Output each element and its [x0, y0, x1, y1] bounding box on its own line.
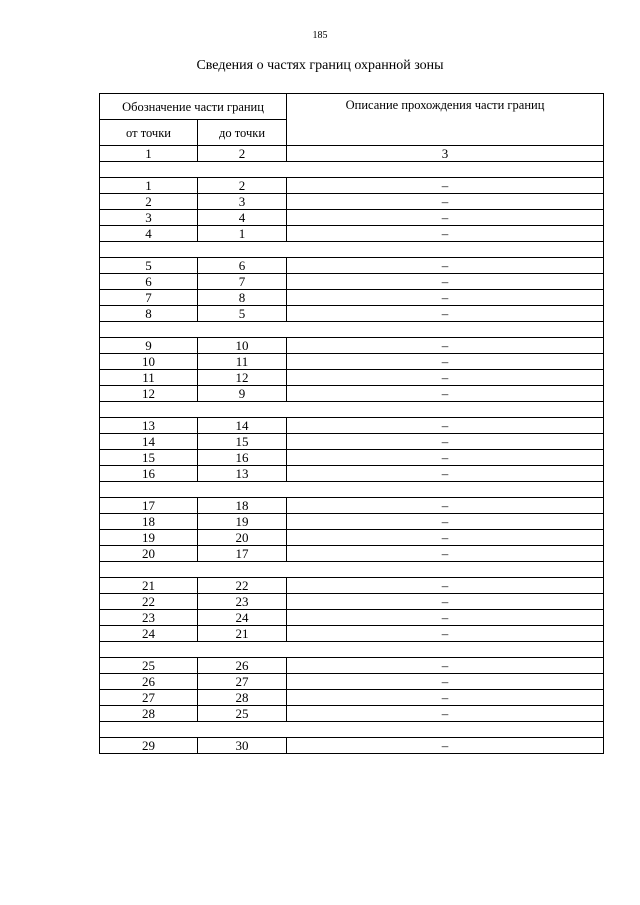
- group-separator-cell: [100, 322, 604, 338]
- from-point-cell: 17: [100, 498, 198, 514]
- group-separator-row: [100, 722, 604, 738]
- description-cell: –: [287, 210, 604, 226]
- table-row: [100, 626, 604, 642]
- description-column-number: 3: [287, 146, 604, 162]
- description-cell: –: [287, 514, 604, 530]
- table-row: [100, 546, 604, 562]
- to-column-number: 2: [198, 146, 287, 162]
- from-point-cell: 21: [100, 578, 198, 594]
- table-header: [100, 94, 604, 146]
- to-point-cell: 13: [198, 466, 287, 482]
- description-cell: –: [287, 578, 604, 594]
- table-row: [100, 530, 604, 546]
- description-cell: –: [287, 418, 604, 434]
- table-row: [100, 258, 604, 274]
- to-point-cell: 3: [198, 194, 287, 210]
- from-point-cell: 25: [100, 658, 198, 674]
- description-cell: –: [287, 290, 604, 306]
- from-point-cell: 23: [100, 610, 198, 626]
- to-point-cell: 1: [198, 226, 287, 242]
- to-point-cell: 21: [198, 626, 287, 642]
- description-cell: –: [287, 546, 604, 562]
- from-point-cell: 28: [100, 706, 198, 722]
- table-row: [100, 386, 604, 402]
- group-separator-row: [100, 322, 604, 338]
- description-cell: –: [287, 594, 604, 610]
- description-cell: –: [287, 386, 604, 402]
- description-cell: –: [287, 306, 604, 322]
- table-row: [100, 674, 604, 690]
- table-body: [100, 146, 604, 754]
- boundary-table: [99, 93, 604, 754]
- description-cell: –: [287, 498, 604, 514]
- header-boundary-part: Обозначение части границ: [100, 94, 287, 120]
- table-row: [100, 418, 604, 434]
- description-cell: –: [287, 450, 604, 466]
- from-point-cell: 11: [100, 370, 198, 386]
- from-point-cell: 14: [100, 434, 198, 450]
- table-row: [100, 194, 604, 210]
- description-cell: –: [287, 738, 604, 754]
- table-row: [100, 290, 604, 306]
- to-point-cell: 4: [198, 210, 287, 226]
- from-point-cell: 24: [100, 626, 198, 642]
- group-separator-row: [100, 562, 604, 578]
- table-row: [100, 370, 604, 386]
- description-cell: –: [287, 690, 604, 706]
- group-separator-cell: [100, 162, 604, 178]
- to-point-cell: 27: [198, 674, 287, 690]
- to-point-cell: 5: [198, 306, 287, 322]
- from-point-cell: 18: [100, 514, 198, 530]
- from-point-cell: 16: [100, 466, 198, 482]
- to-point-cell: 9: [198, 386, 287, 402]
- to-point-cell: 8: [198, 290, 287, 306]
- group-separator-row: [100, 642, 604, 658]
- description-cell: –: [287, 338, 604, 354]
- header-from-point: от точки: [100, 120, 198, 146]
- from-point-cell: 15: [100, 450, 198, 466]
- table-row: [100, 178, 604, 194]
- from-point-cell: 22: [100, 594, 198, 610]
- group-separator-row: [100, 242, 604, 258]
- table-row: [100, 434, 604, 450]
- from-column-number: 1: [100, 146, 198, 162]
- from-point-cell: 9: [100, 338, 198, 354]
- header-description: Описание прохождения части границ: [287, 94, 604, 146]
- table-row: [100, 610, 604, 626]
- from-point-cell: 3: [100, 210, 198, 226]
- table-row: [100, 338, 604, 354]
- from-point-cell: 1: [100, 178, 198, 194]
- description-cell: –: [287, 706, 604, 722]
- group-separator-cell: [100, 402, 604, 418]
- group-separator-row: [100, 162, 604, 178]
- description-cell: –: [287, 226, 604, 242]
- from-point-cell: 7: [100, 290, 198, 306]
- to-point-cell: 12: [198, 370, 287, 386]
- group-separator-cell: [100, 722, 604, 738]
- description-cell: –: [287, 354, 604, 370]
- from-point-cell: 29: [100, 738, 198, 754]
- from-point-cell: 13: [100, 418, 198, 434]
- to-point-cell: 7: [198, 274, 287, 290]
- description-cell: –: [287, 370, 604, 386]
- table-row: [100, 514, 604, 530]
- description-cell: –: [287, 610, 604, 626]
- from-point-cell: 27: [100, 690, 198, 706]
- to-point-cell: 14: [198, 418, 287, 434]
- header-to-point: до точки: [198, 120, 287, 146]
- to-point-cell: 22: [198, 578, 287, 594]
- table-row: [100, 690, 604, 706]
- from-point-cell: 10: [100, 354, 198, 370]
- group-separator-row: [100, 402, 604, 418]
- table-row: [100, 578, 604, 594]
- to-point-cell: 25: [198, 706, 287, 722]
- group-separator-cell: [100, 642, 604, 658]
- table-row: [100, 354, 604, 370]
- table-row: [100, 226, 604, 242]
- table-row: [100, 594, 604, 610]
- to-point-cell: 26: [198, 658, 287, 674]
- table-row: [100, 450, 604, 466]
- column-numbering-row: [100, 146, 604, 162]
- table-row: [100, 738, 604, 754]
- to-point-cell: 2: [198, 178, 287, 194]
- description-cell: –: [287, 530, 604, 546]
- table-row: [100, 210, 604, 226]
- description-cell: –: [287, 466, 604, 482]
- from-point-cell: 26: [100, 674, 198, 690]
- description-cell: –: [287, 194, 604, 210]
- description-cell: –: [287, 674, 604, 690]
- group-separator-cell: [100, 242, 604, 258]
- description-cell: –: [287, 658, 604, 674]
- to-point-cell: 30: [198, 738, 287, 754]
- table-row: [100, 498, 604, 514]
- to-point-cell: 24: [198, 610, 287, 626]
- from-point-cell: 2: [100, 194, 198, 210]
- description-cell: –: [287, 626, 604, 642]
- from-point-cell: 12: [100, 386, 198, 402]
- to-point-cell: 16: [198, 450, 287, 466]
- from-point-cell: 8: [100, 306, 198, 322]
- description-cell: –: [287, 434, 604, 450]
- to-point-cell: 15: [198, 434, 287, 450]
- table-row: [100, 274, 604, 290]
- document-title: Сведения о частях границ охранной зоны: [196, 58, 444, 73]
- table-row: [100, 466, 604, 482]
- group-separator-cell: [100, 562, 604, 578]
- to-point-cell: 20: [198, 530, 287, 546]
- description-cell: –: [287, 258, 604, 274]
- to-point-cell: 23: [198, 594, 287, 610]
- to-point-cell: 6: [198, 258, 287, 274]
- table-row: [100, 306, 604, 322]
- to-point-cell: 10: [198, 338, 287, 354]
- to-point-cell: 28: [198, 690, 287, 706]
- from-point-cell: 20: [100, 546, 198, 562]
- table-row: [100, 706, 604, 722]
- table-row: [100, 658, 604, 674]
- group-separator-cell: [100, 482, 604, 498]
- page-number: 185: [312, 30, 328, 41]
- to-point-cell: 19: [198, 514, 287, 530]
- description-cell: –: [287, 178, 604, 194]
- from-point-cell: 5: [100, 258, 198, 274]
- from-point-cell: 19: [100, 530, 198, 546]
- to-point-cell: 17: [198, 546, 287, 562]
- from-point-cell: 6: [100, 274, 198, 290]
- to-point-cell: 18: [198, 498, 287, 514]
- group-separator-row: [100, 482, 604, 498]
- to-point-cell: 11: [198, 354, 287, 370]
- from-point-cell: 4: [100, 226, 198, 242]
- description-cell: –: [287, 274, 604, 290]
